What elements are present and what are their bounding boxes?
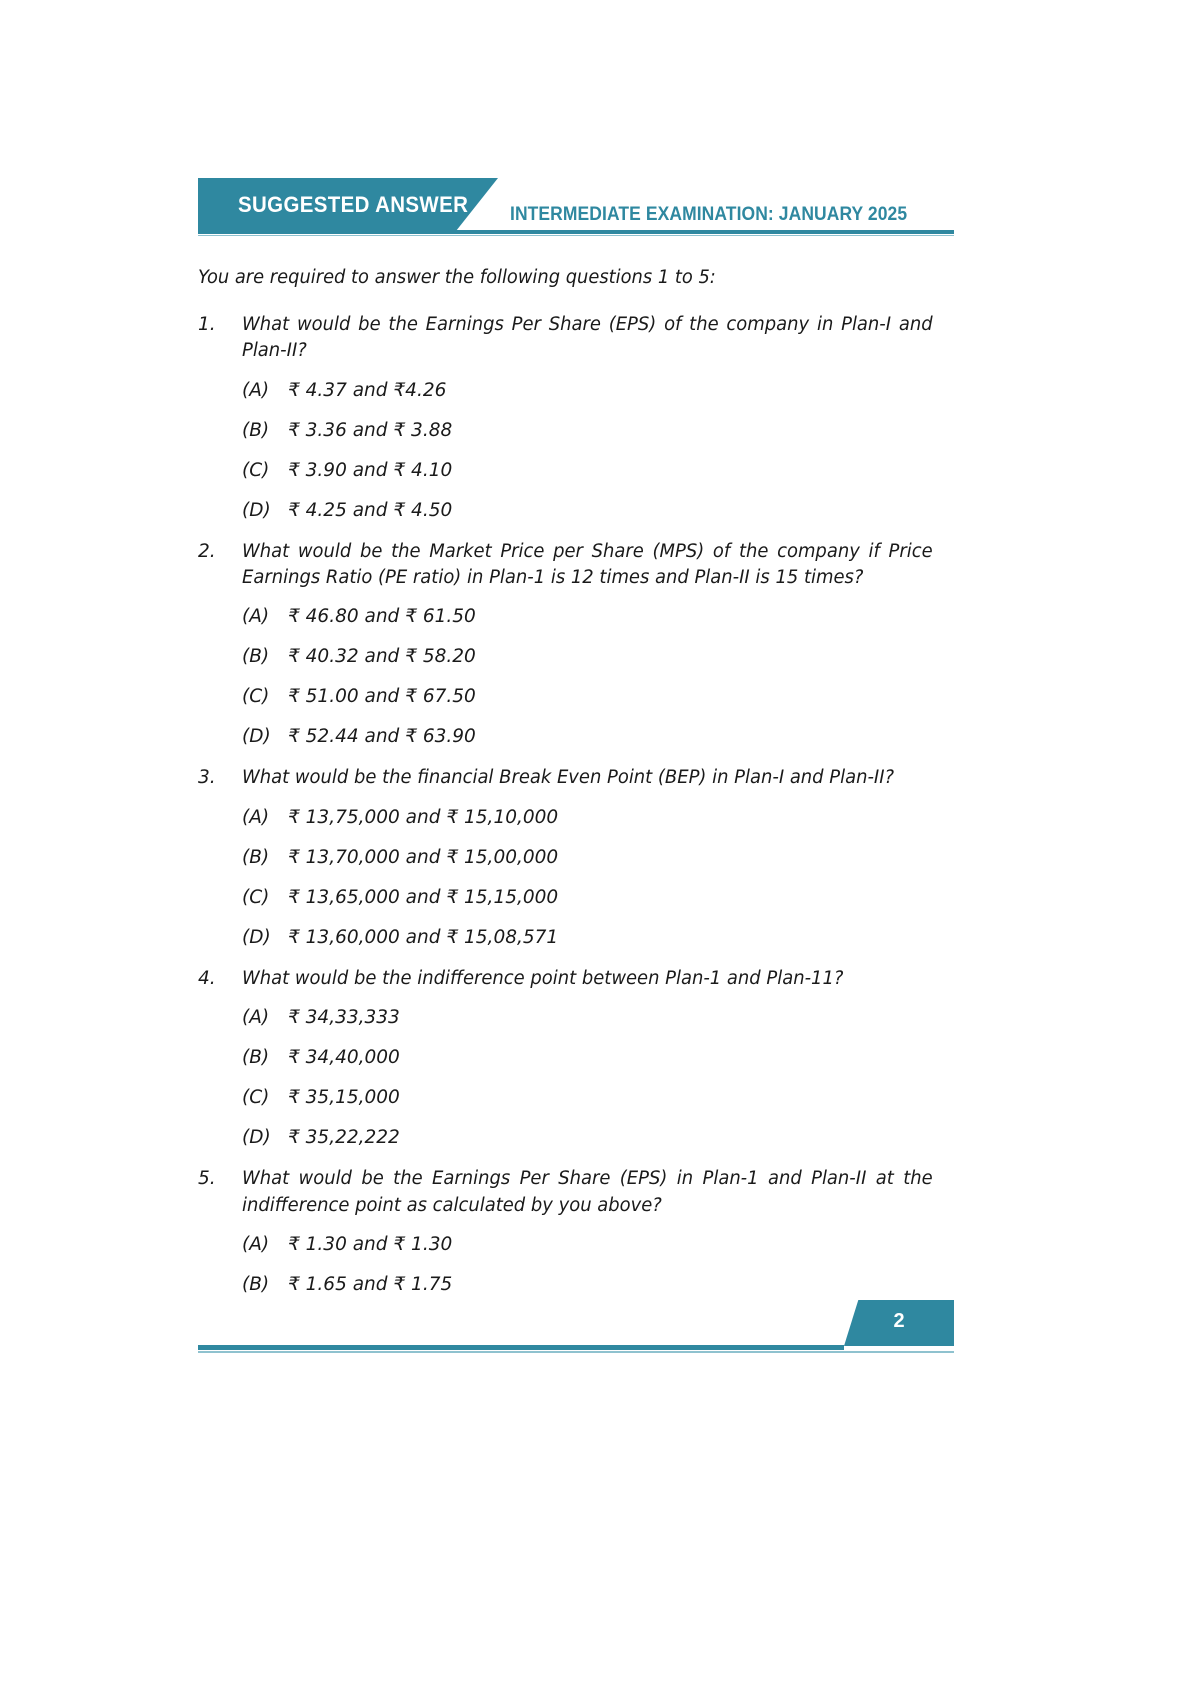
option-row[interactable] [242, 379, 954, 403]
option-label: (B) [242, 846, 270, 868]
option-label: (C) [242, 459, 270, 481]
option-label: (D) [242, 1127, 271, 1149]
footer-rule-thin [198, 1351, 954, 1353]
option-row[interactable] [242, 645, 954, 669]
option-text: ₹ 13,75,000 and ₹ 15,10,000 [288, 806, 559, 828]
question-text: What would be the financial Break Even Point (BEP) in Plan-I and Plan-II? [242, 767, 895, 789]
page-footer [198, 1300, 954, 1358]
question-row [198, 539, 954, 592]
exam-title-label: INTERMEDIATE EXAMINATION: JANUARY 2025 [510, 204, 908, 225]
option-label: (B) [242, 419, 270, 441]
option-text: ₹ 13,60,000 and ₹ 15,08,571 [288, 926, 559, 948]
option-text: ₹ 13,65,000 and ₹ 15,15,000 [288, 886, 559, 908]
header-rule-thin [198, 235, 954, 236]
option-row[interactable] [242, 806, 954, 830]
option-text: ₹ 51.00 and ₹ 67.50 [288, 686, 476, 708]
option-text: ₹ 4.25 and ₹ 4.50 [288, 499, 453, 521]
option-label: (C) [242, 686, 270, 708]
option-row[interactable] [242, 1046, 954, 1070]
option-text: ₹ 3.36 and ₹ 3.88 [288, 419, 453, 441]
option-row[interactable] [242, 499, 954, 523]
header-rule [198, 230, 954, 234]
option-label: (D) [242, 926, 271, 948]
option-row[interactable] [242, 419, 954, 443]
option-row[interactable] [242, 1006, 954, 1030]
option-text: ₹ 4.37 and ₹4.26 [288, 379, 447, 401]
option-label: (B) [242, 1273, 270, 1295]
footer-rule [198, 1345, 844, 1350]
option-label: (C) [242, 886, 270, 908]
option-text: ₹ 52.44 and ₹ 63.90 [288, 726, 476, 748]
intro-text: You are required to answer the following questions 1 to 5: [198, 267, 716, 288]
page-number: 2 [893, 1310, 905, 1332]
question-number: 1. [198, 313, 216, 335]
option-label: (C) [242, 1087, 270, 1109]
question-row [198, 765, 954, 791]
option-text: ₹ 13,70,000 and ₹ 15,00,000 [288, 846, 559, 868]
option-row[interactable] [242, 725, 954, 749]
option-row[interactable] [242, 1273, 954, 1297]
option-row[interactable] [242, 886, 954, 910]
question-list [198, 266, 954, 1313]
question-row [198, 1166, 954, 1219]
option-text: ₹ 40.32 and ₹ 58.20 [288, 646, 476, 668]
option-row[interactable] [242, 1233, 954, 1257]
question-block-3 [198, 765, 954, 949]
question-number: 4. [198, 967, 216, 989]
page-header [198, 178, 954, 240]
option-row[interactable] [242, 1126, 954, 1150]
suggested-answer-label: SUGGESTED ANSWER [238, 192, 469, 217]
option-label: (A) [242, 806, 270, 828]
option-text: ₹ 1.30 and ₹ 1.30 [288, 1233, 453, 1255]
option-row[interactable] [242, 1086, 954, 1110]
question-row [198, 312, 954, 365]
question-text: What would be the indifference point between Plan-1 and Plan-11? [242, 967, 844, 989]
option-row[interactable] [242, 605, 954, 629]
question-block-1 [198, 312, 954, 523]
question-block-2 [198, 539, 954, 750]
option-row[interactable] [242, 459, 954, 483]
option-label: (A) [242, 606, 270, 628]
question-text: What would be the Market Price per Share (MPS) of the company if Price Earnings Ratio (PE ratio) in Plan-1 is 12 times and Plan-II is 15 times? [242, 540, 933, 588]
option-row[interactable] [242, 846, 954, 870]
option-label: (B) [242, 646, 270, 668]
option-text: ₹ 46.80 and ₹ 61.50 [288, 606, 476, 628]
option-text: ₹ 3.90 and ₹ 4.10 [288, 459, 453, 481]
option-row[interactable] [242, 926, 954, 950]
question-block-5 [198, 1166, 954, 1297]
option-text: ₹ 1.65 and ₹ 1.75 [288, 1273, 453, 1295]
question-number: 2. [198, 540, 216, 562]
question-number: 5. [198, 1168, 216, 1190]
question-number: 3. [198, 767, 216, 789]
question-text: What would be the Earnings Per Share (EPS) of the company in Plan-I and Plan-II? [242, 313, 933, 362]
option-label: (A) [242, 1007, 270, 1029]
option-label: (D) [242, 499, 271, 521]
option-row[interactable] [242, 685, 954, 709]
option-text: ₹ 34,40,000 [288, 1047, 400, 1069]
option-label: (A) [242, 1233, 270, 1255]
option-label: (B) [242, 1047, 270, 1069]
question-block-4 [198, 966, 954, 1150]
option-label: (A) [242, 379, 270, 401]
question-text: What would be the Earnings Per Share (EPS) in Plan-1 and Plan-II at the indifference point as calculated by you above? [242, 1168, 933, 1216]
option-label: (D) [242, 726, 271, 748]
question-row [198, 966, 954, 992]
option-text: ₹ 34,33,333 [288, 1007, 400, 1029]
option-text: ₹ 35,22,222 [288, 1127, 400, 1149]
option-text: ₹ 35,15,000 [288, 1087, 400, 1109]
